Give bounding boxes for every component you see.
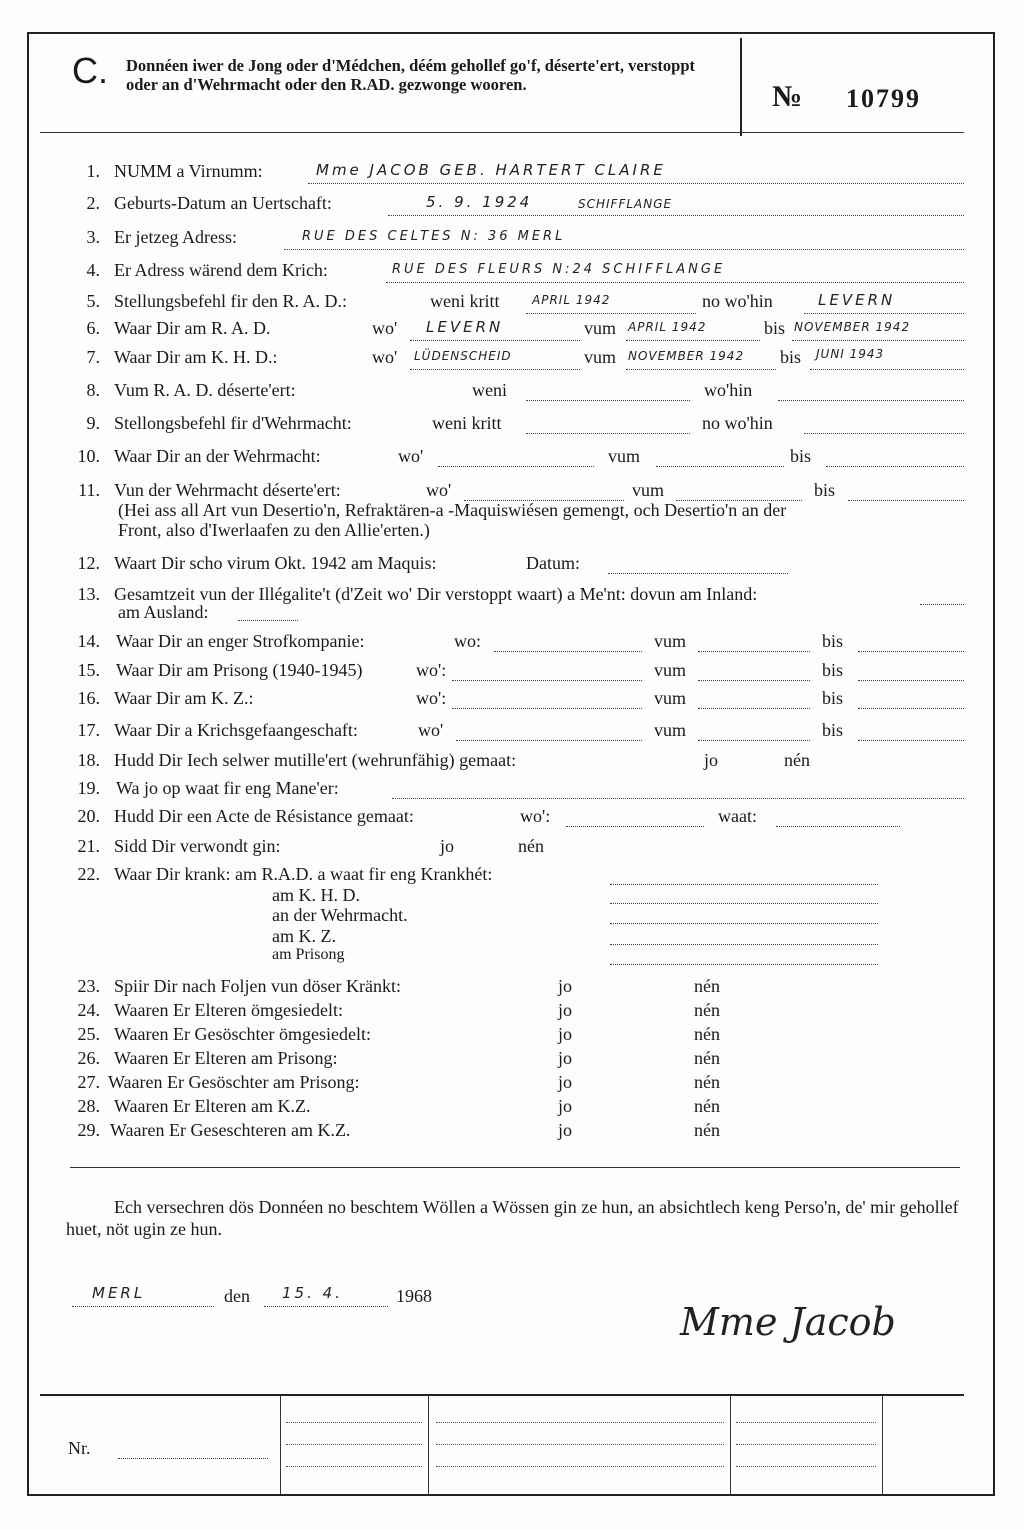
field-row-4 [70, 260, 970, 284]
footer-divider [882, 1395, 883, 1495]
no-wohin-label: no wo'hin [702, 413, 773, 433]
wo-label: wo' [372, 318, 398, 338]
fill-line [610, 964, 878, 965]
row-number: 5. [86, 291, 100, 311]
handwritten-birth-place: SCHIFFLANGE [578, 197, 673, 211]
bis-label: bis [814, 480, 836, 500]
jo-option: jo [558, 1048, 573, 1068]
fill-line [920, 604, 964, 605]
fill-line [438, 466, 594, 467]
jo-option: jo [558, 1072, 573, 1092]
fill-line [698, 651, 810, 652]
fill-line [858, 740, 964, 741]
fill-line [410, 369, 580, 370]
handwritten-rad-place: LEVERN [426, 318, 504, 336]
field-row-3 [70, 227, 970, 251]
row-number: 9. [86, 413, 100, 433]
field-label: Vun der Wehrmacht déserte'ert: [114, 480, 341, 500]
fill-line [526, 400, 690, 401]
field-row-1 [70, 161, 970, 185]
fill-line [118, 1458, 268, 1459]
nen-option: nén [694, 1072, 720, 1092]
footer-fill-line [736, 1466, 876, 1467]
sub-row [272, 946, 892, 970]
row-number: 3. [86, 227, 100, 247]
row-number: 23. [77, 976, 100, 996]
wo-label: wo': [416, 660, 447, 680]
field-label: Waar Dir am R. A. D. [114, 318, 271, 338]
row-number: 4. [86, 260, 100, 280]
bis-label: bis [822, 720, 844, 740]
fill-line [810, 369, 964, 370]
row-number: 7. [86, 347, 100, 367]
row-number: 21. [77, 836, 100, 856]
declaration-text: Ech versechren dös Donnéen no beschtem Wöllen a Wössen gin ze hun, an absichtlech keng Perso'n, de' mir gehollef huet, nöt ugin ze hun. [66, 1197, 959, 1239]
fill-line [284, 249, 964, 250]
fill-line [494, 651, 642, 652]
fill-line [858, 708, 964, 709]
footer-fill-line [436, 1444, 724, 1445]
field-label: Geburts-Datum an Uertschaft: [114, 193, 332, 213]
fill-line [456, 740, 642, 741]
nen-option: nén [694, 1096, 720, 1116]
row-number: 11. [78, 480, 100, 500]
form-section-letter: C. [72, 50, 108, 91]
fill-line [610, 944, 878, 945]
field-row-7 [70, 347, 970, 371]
bis-label: bis [822, 688, 844, 708]
vum-label: vum [632, 480, 665, 500]
row-number: 1. [86, 161, 100, 181]
jo-option: jo [558, 1000, 573, 1020]
wo-label: wo': [520, 806, 551, 826]
row-number: 27. [77, 1072, 100, 1092]
weni-label: weni kritt [430, 291, 500, 311]
footer-fill-line [436, 1466, 724, 1467]
handwritten-rad-order-date: APRIL 1942 [532, 293, 611, 307]
field-row-21 [70, 836, 970, 860]
weni-label: weni [472, 380, 507, 400]
year-label: 1968 [396, 1286, 432, 1306]
jo-option: jo [558, 1120, 573, 1140]
row-number: 19. [77, 778, 100, 798]
field-label: Waar Dir an der Wehrmacht: [114, 446, 321, 466]
sub-label: am K. Z. [272, 926, 336, 946]
field-row-10 [70, 446, 970, 470]
fill-line [626, 369, 776, 370]
bis-label: bis [790, 446, 812, 466]
jo-option: jo [558, 1096, 573, 1116]
fill-line [264, 1306, 388, 1307]
sub-label: an der Wehrmacht. [272, 905, 408, 925]
vum-label: vum [654, 688, 687, 708]
bis-label: bis [764, 318, 786, 338]
row-number: 26. [77, 1048, 100, 1068]
fill-line [698, 680, 810, 681]
row-number: 12. [77, 553, 100, 573]
footer-fill-line [286, 1466, 422, 1467]
field-label: Stellongsbefehl fir d'Wehrmacht: [114, 413, 352, 433]
field-label: Waar Dir a Krichsgefaangeschaft: [114, 720, 358, 740]
footer-fill-line [286, 1422, 422, 1423]
fill-line [388, 215, 964, 216]
field-row-17 [70, 720, 970, 744]
handwritten-rad-order-place: LEVERN [818, 291, 896, 309]
nen-option: nén [518, 836, 544, 856]
fill-line [608, 573, 788, 574]
row-number: 20. [77, 806, 100, 826]
fill-line [452, 680, 642, 681]
fill-line [776, 826, 900, 827]
row-number: 14. [77, 631, 100, 651]
fill-line [238, 620, 298, 621]
bis-label: bis [822, 660, 844, 680]
field-label: Waaren Er Gesöschter ömgesiedelt: [114, 1024, 371, 1044]
handwritten-place: MERL [92, 1284, 146, 1302]
fill-line [308, 183, 964, 184]
fill-line [610, 923, 878, 924]
field-label: Hudd Dir Iech selwer mutille'ert (wehrunfähig) gemaat: [114, 750, 517, 770]
desertion-note: Front, also d'Iwerlaafen zu den Allie'erten.) [118, 520, 430, 540]
row-number: 15. [77, 660, 100, 680]
nen-option: nén [694, 1024, 720, 1044]
field-label: Wa jo op waat fir eng Mane'er: [116, 778, 339, 798]
field-row-23 [70, 976, 970, 1000]
signoff-line [72, 1286, 572, 1310]
fill-line [626, 340, 760, 341]
fill-line [526, 313, 696, 314]
fill-line [858, 680, 964, 681]
vum-label: vum [654, 660, 687, 680]
handwritten-date: 15. 4. [282, 1284, 343, 1302]
field-label: Waart Dir scho virum Okt. 1942 am Maquis: [114, 553, 437, 573]
vum-label: vum [584, 347, 617, 367]
footer-top-rule [40, 1394, 964, 1396]
field-row-16 [70, 688, 970, 712]
field-row-28 [70, 1096, 970, 1120]
handwritten-rad-from: APRIL 1942 [628, 320, 707, 334]
fill-line [386, 282, 964, 283]
bis-label: bis [822, 631, 844, 651]
fill-line [826, 466, 964, 467]
nen-option: nén [694, 1048, 720, 1068]
field-row-9 [70, 413, 970, 437]
row-number: 16. [77, 688, 100, 708]
fill-line [452, 708, 642, 709]
wo-label: wo': [416, 688, 447, 708]
row-number: 2. [86, 193, 100, 213]
field-label: Hudd Dir een Acte de Résistance gemaat: [114, 806, 414, 826]
field-label: Sidd Dir verwondt gin: [114, 836, 281, 856]
row-number: 24. [77, 1000, 100, 1020]
footer-fill-line [286, 1444, 422, 1445]
field-label: Spiir Dir nach Foljen vun döser Kränkt: [114, 976, 401, 996]
row-number: 25. [77, 1024, 100, 1044]
wo-label: wo' [372, 347, 398, 367]
field-label: Waar Dir am K. Z.: [114, 688, 254, 708]
nr-field [68, 1438, 288, 1462]
nen-option: nén [784, 750, 810, 770]
row-number: 13. [77, 584, 100, 604]
field-row-24 [70, 1000, 970, 1024]
nen-option: nén [694, 1120, 720, 1140]
field-row-20 [70, 806, 970, 830]
row-number: 22. [77, 864, 100, 884]
vum-label: vum [584, 318, 617, 338]
number-divider [740, 38, 742, 136]
field-row-29 [70, 1120, 970, 1144]
fill-line [526, 433, 690, 434]
fill-line [778, 400, 964, 401]
vum-label: vum [654, 631, 687, 651]
wo-label: wo' [398, 446, 424, 466]
nr-label: Nr. [68, 1438, 91, 1458]
row-number: 8. [86, 380, 100, 400]
field-label: Waaren Er Geseschteren am K.Z. [110, 1120, 351, 1140]
handwritten-birth-date: 5. 9. 1924 [426, 193, 533, 211]
signature: Mme Jacob [680, 1300, 896, 1344]
fill-line [610, 903, 878, 904]
wo-label: wo' [418, 720, 444, 740]
sub-label: am Prisong [272, 946, 345, 963]
fill-line [804, 313, 964, 314]
nen-option: nén [694, 976, 720, 996]
field-row-12 [70, 553, 970, 577]
field-label: Waar Dir krank: am R.A.D. a waat fir eng Krankhét: [114, 864, 493, 884]
vum-label: vum [608, 446, 641, 466]
sub-label: am K. H. D. [272, 885, 360, 905]
fill-line [858, 651, 964, 652]
no-wohin-label: no wo'hin [702, 291, 773, 311]
desertion-note: (Hei ass all Art vun Desertio'n, Refraktären-a -Maquiswiésen gemengt, och Desertio'n an der [118, 500, 787, 520]
field-label: Waaren Er Gesöschter am Prisong: [108, 1072, 360, 1092]
jo-option: jo [440, 836, 455, 856]
waat-label: waat: [718, 806, 757, 826]
wo-label: wo' [426, 480, 452, 500]
row-number: 29. [77, 1120, 100, 1140]
fill-line [72, 1306, 214, 1307]
field-row-19 [70, 778, 970, 802]
field-label: Gesamtzeit vun der Illégalite't (d'Zeit wo' Dir verstoppt waart) a Me'nt: dovun am Inland: [114, 584, 758, 604]
ausland-label: am Ausland: [118, 602, 209, 622]
field-row-15 [70, 660, 970, 684]
field-label: Waar Dir am K. H. D.: [114, 347, 278, 367]
jo-option: jo [558, 1024, 573, 1044]
row-number: 6. [86, 318, 100, 338]
handwritten-name: Mme JACOB GEB. HARTERT CLAIRE [316, 161, 666, 179]
nen-option: nén [694, 1000, 720, 1020]
jo-option: jo [704, 750, 719, 770]
field-row-6 [70, 318, 970, 342]
form-title: Donnéen iwer de Jong oder d'Médchen, déém gehollef go'f, déserte'ert, verstoppt oder an d'Wehrmacht oder den R.AD. gezwonge wooren. [126, 56, 696, 94]
handwritten-current-address: RUE DES CELTES N: 36 MERL [302, 229, 566, 244]
field-label: Waar Dir am Prisong (1940-1945) [116, 660, 363, 680]
header-separator [40, 132, 964, 133]
field-row-25 [70, 1024, 970, 1048]
field-row-14 [70, 631, 970, 655]
footer-fill-line [736, 1422, 876, 1423]
field-label: NUMM a Virnumm: [114, 161, 263, 181]
field-row-8 [70, 380, 970, 404]
field-label: Er jetzeg Adress: [114, 227, 237, 247]
field-row-5 [70, 291, 970, 315]
handwritten-khd-to: JUNI 1943 [816, 347, 885, 361]
footer-divider [730, 1395, 731, 1495]
footer-fill-line [436, 1422, 724, 1423]
fill-line [656, 466, 784, 467]
form-number: 10799 [846, 84, 921, 113]
number-symbol: № [772, 80, 803, 113]
den-label: den [224, 1286, 250, 1306]
fill-line [392, 798, 964, 799]
fill-line [410, 340, 580, 341]
field-label: Vum R. A. D. déserte'ert: [114, 380, 296, 400]
footer-fill-line [736, 1444, 876, 1445]
row-number: 28. [77, 1096, 100, 1116]
datum-label: Datum: [526, 553, 580, 573]
vum-label: vum [654, 720, 687, 740]
row-number: 17. [77, 720, 100, 740]
field-row-27 [70, 1072, 970, 1096]
field-row-26 [70, 1048, 970, 1072]
field-label: Waaren Er Elteren am K.Z. [114, 1096, 311, 1116]
wohin-label: wo'hin [704, 380, 753, 400]
field-label: Waar Dir an enger Strofkompanie: [116, 631, 365, 651]
row-number: 18. [77, 750, 100, 770]
field-label: Er Adress wärend dem Krich: [114, 260, 328, 280]
weni-label: weni kritt [432, 413, 502, 433]
note-line [118, 520, 968, 544]
field-label: Waaren Er Elteren am Prisong: [114, 1048, 338, 1068]
handwritten-khd-from: NOVEMBER 1942 [628, 349, 745, 363]
row-number: 10. [77, 446, 100, 466]
field-row-13b [118, 602, 418, 626]
fill-line [804, 433, 964, 434]
section-separator [70, 1167, 960, 1168]
fill-line [792, 340, 964, 341]
field-row-18 [70, 750, 970, 774]
fill-line [566, 826, 704, 827]
footer-divider [428, 1395, 429, 1495]
fill-line [698, 740, 810, 741]
field-label: Waaren Er Elteren ömgesiedelt: [114, 1000, 343, 1020]
handwritten-rad-to: NOVEMBER 1942 [794, 320, 911, 334]
fill-line [698, 708, 810, 709]
field-label: Stellungsbefehl fir den R. A. D.: [114, 291, 347, 311]
handwritten-khd-place: LÜDENSCHEID [414, 349, 512, 363]
field-row-2 [70, 193, 970, 217]
handwritten-war-address: RUE DES FLEURS N:24 SCHIFFLANGE [392, 262, 726, 277]
wo-label: wo: [454, 631, 481, 651]
bis-label: bis [780, 347, 802, 367]
jo-option: jo [558, 976, 573, 996]
